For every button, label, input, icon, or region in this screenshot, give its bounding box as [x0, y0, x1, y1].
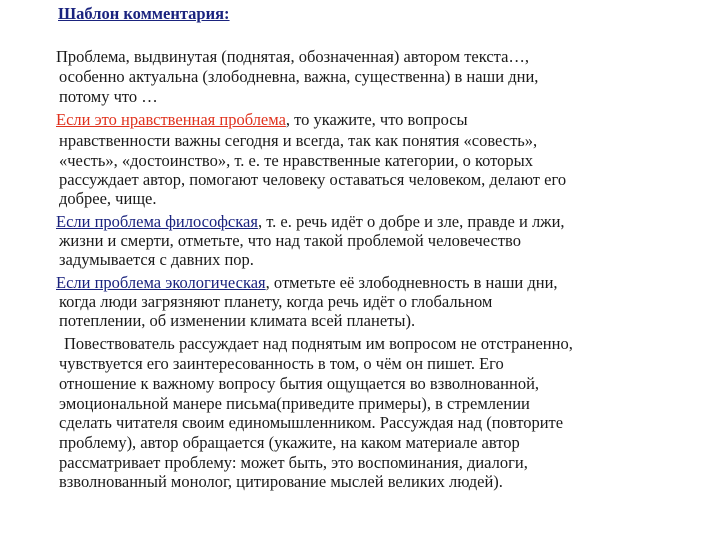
paragraph-1-line-3: потому что … — [59, 87, 158, 106]
paragraph-5-line-8: взволнованный монолог, цитирование мыслей великих людей). — [59, 472, 503, 491]
ecological-problem-highlight: Если проблема экологическая — [56, 273, 266, 292]
paragraph-3-line-2: жизни и смерти, отметьте, что над такой проблемой человечество — [59, 231, 521, 250]
paragraph-5-line-4: эмоциональной манере письма(приведите примеры), в стремлении — [59, 394, 530, 413]
paragraph-5-line-1: Повествователь рассуждает над поднятым им вопросом не отстраненно, — [64, 334, 573, 353]
paragraph-4-line-1 — [56, 273, 558, 292]
paragraph-3-line-1-rest: , т. е. речь идёт о добре и зле, правде и лжи, — [257, 212, 565, 231]
paragraph-5-line-6: проблему), автор обращается (укажите, на каком материале автор — [59, 433, 520, 452]
paragraph-2-line-3: «честь», «достоинство», т. е. те нравственные категории, о которых — [59, 151, 534, 170]
paragraph-2-line-5: добрее, чище. — [59, 189, 157, 208]
paragraph-3-line-3: задумывается с давних пор. — [59, 250, 254, 269]
paragraph-5-line-7: рассматривает проблему: может быть, это воспоминания, диалоги, — [59, 453, 528, 472]
paragraph-2-line-1-rest: , то укажите, что вопросы — [285, 110, 468, 129]
paragraph-5-line-5: сделать читателя своим единомышленником. Рассуждая над (повторите — [59, 413, 564, 432]
paragraph-5-line-2: чувствуется его заинтересованность в том, о чём он пишет. Его — [59, 354, 504, 373]
paragraph-1-line-1: Проблема, выдвинутая (поднятая, обозначенная) автором текста…, — [56, 47, 530, 66]
paragraph-5-line-3: отношение к важному вопросу бытия ощущается во взволнованной, — [59, 374, 540, 393]
paragraph-2-line-4: рассуждает автор, помогают человеку оставаться человеком, делают его — [59, 170, 567, 189]
paragraph-2-line-1 — [56, 110, 468, 129]
paragraph-4-line-3: потеплении, об изменении климата всей планеты). — [59, 311, 416, 330]
paragraph-2-line-2: нравственности важны сегодня и всегда, так как понятия «совесть», — [59, 131, 538, 150]
philosophical-problem-highlight: Если проблема философская — [56, 212, 258, 231]
slide-title: Шаблон комментария: — [58, 4, 230, 23]
moral-problem-highlight: Если это нравственная проблема — [56, 110, 286, 129]
paragraph-4-line-2: когда люди загрязняют планету, когда речь идёт о глобальном — [59, 292, 493, 311]
paragraph-3-line-1 — [56, 212, 565, 231]
comment-template-slide — [52, 0, 702, 540]
paragraph-1-line-2: особенно актуальна (злободневна, важна, существенна) в наши дни, — [59, 67, 539, 86]
paragraph-4-line-1-rest: , отметьте её злободневность в наши дни, — [265, 273, 558, 292]
